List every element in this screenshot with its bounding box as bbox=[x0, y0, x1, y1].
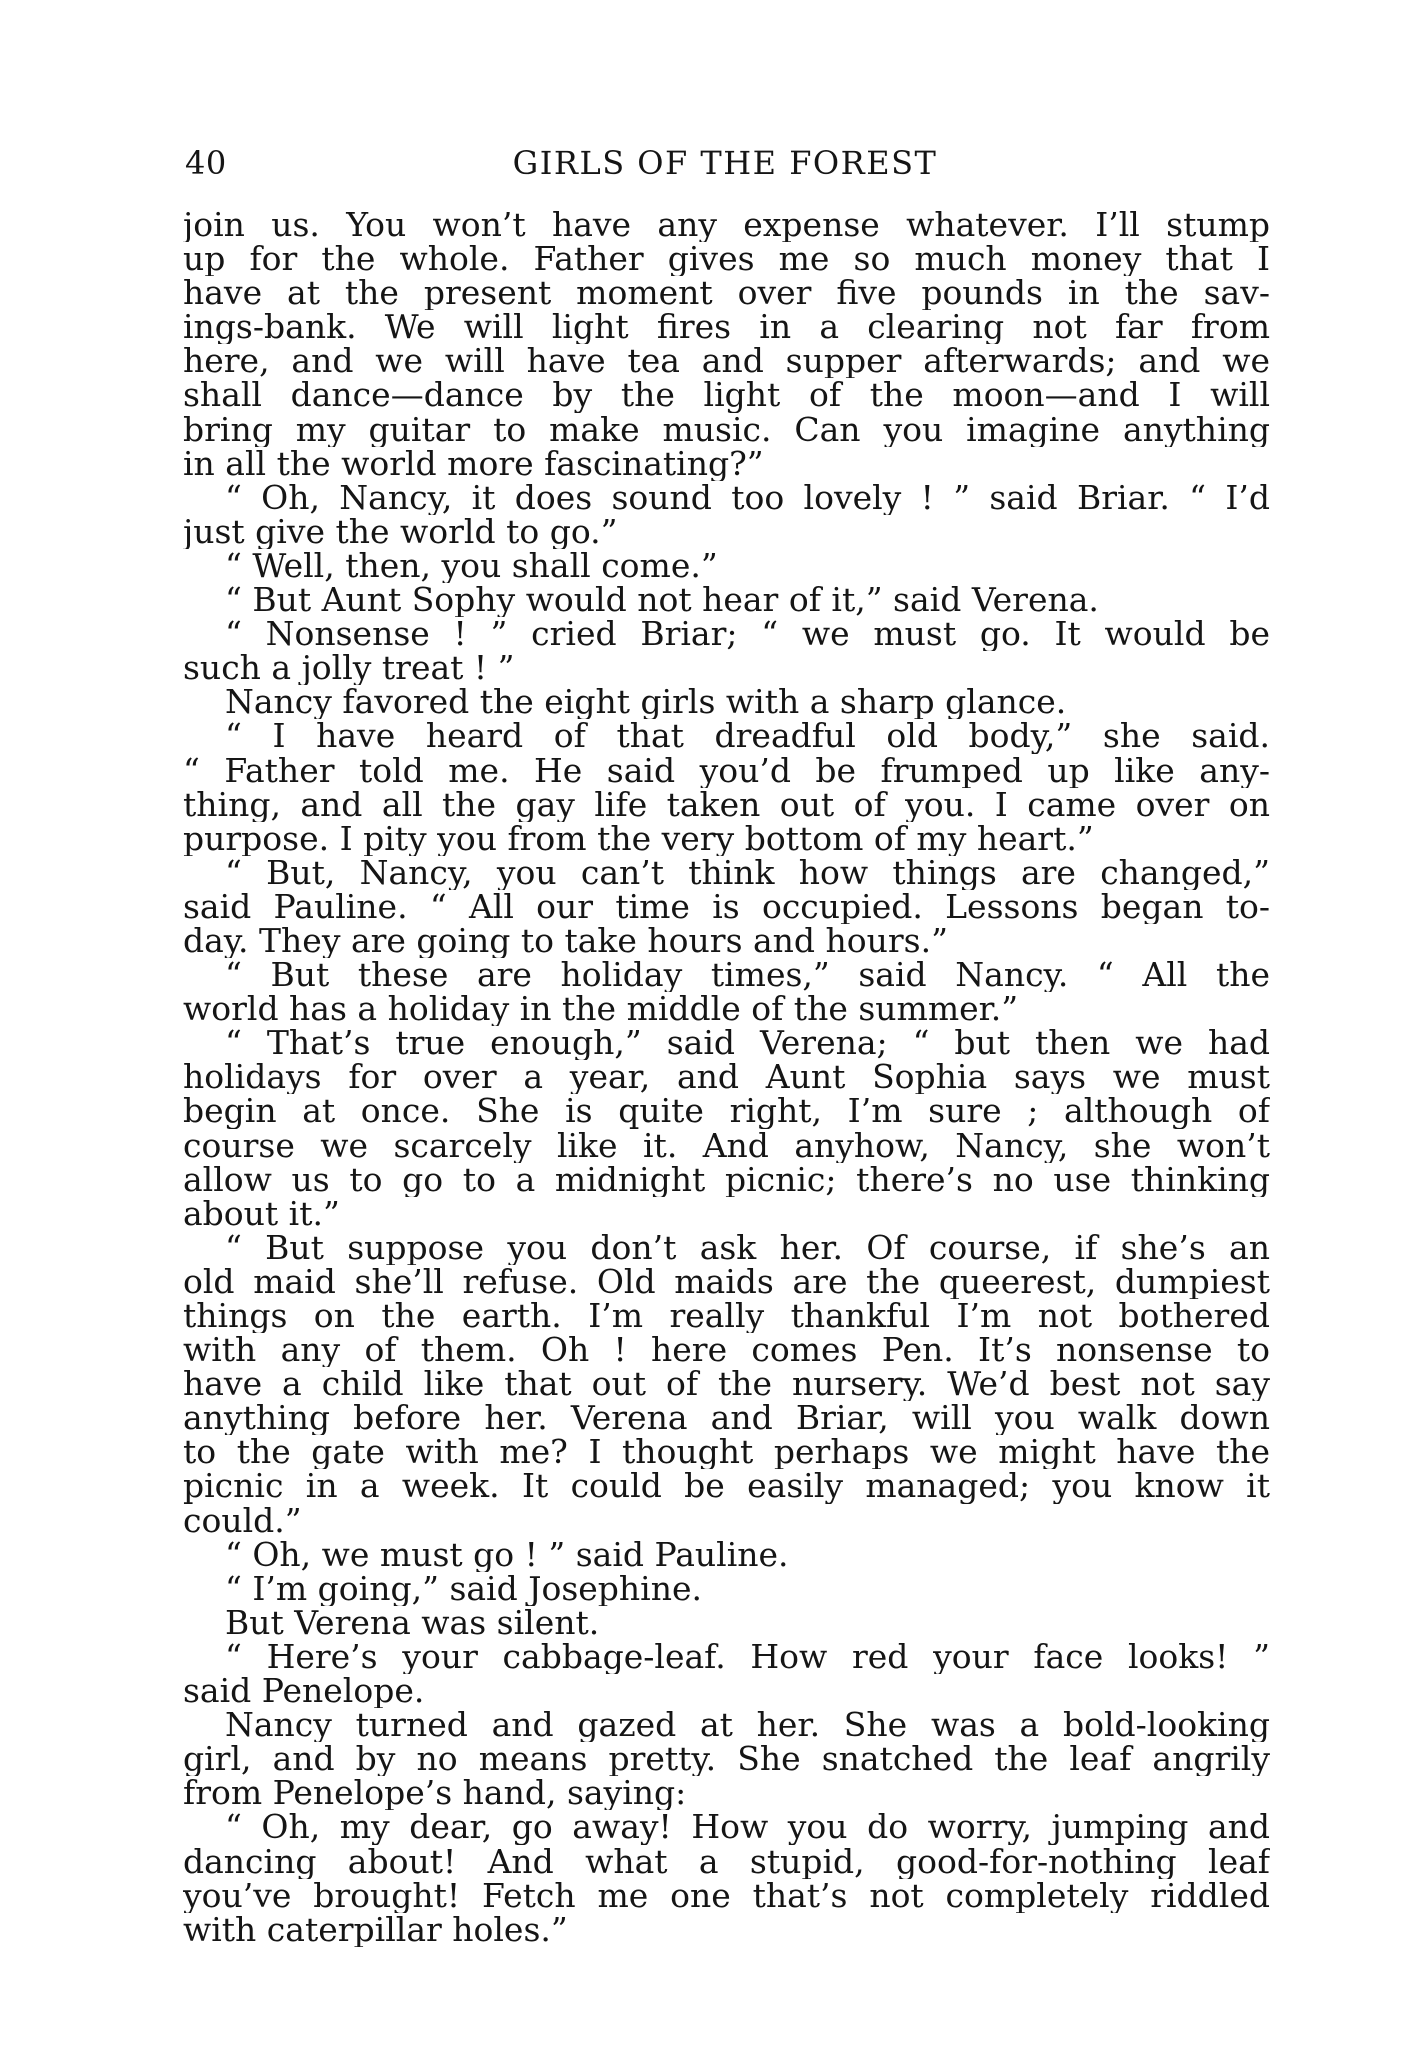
text-line: “ Here’s your cabbage-leaf. How red your face looks! ” bbox=[225, 1639, 1270, 1675]
text-line: “ I’m going,” said Josephine. bbox=[225, 1571, 702, 1606]
text-line: “ But suppose you don’t ask her. Of course, if she’s an bbox=[225, 1230, 1270, 1265]
text-line: allow us to go to a midnight picnic; there’s no use thinking bbox=[183, 1162, 1270, 1197]
text-line: up for the whole. Father gives me so much money that I bbox=[183, 242, 1270, 277]
text-line: “ Nonsense ! ” cried Briar; “ we must go. It would be bbox=[225, 617, 1270, 652]
text-line: ings-bank. We will light fires in a clearing not far from bbox=[183, 310, 1270, 345]
text-line: just give the world to go.” bbox=[183, 514, 618, 549]
text-line: here, and we will have tea and supper afterwards; and we bbox=[183, 344, 1270, 379]
text-line: “ Oh, Nancy, it does sound too lovely ! ” said Briar. “ I’d bbox=[225, 480, 1270, 515]
text-line: have at the present moment over five pounds in the sav- bbox=[183, 276, 1270, 311]
text-line: join us. You won’t have any expense whatever. I’ll stump bbox=[183, 208, 1270, 243]
text-line: such a jolly treat ! ” bbox=[183, 651, 515, 686]
text-line: girl, and by no means pretty. She snatched the leaf angrily bbox=[183, 1742, 1270, 1777]
text-line: holidays for over a year, and Aunt Sophia says we must bbox=[183, 1060, 1270, 1095]
text-line: said Pauline. “ All our time is occupied. Lessons began to- bbox=[183, 889, 1270, 924]
text-line: anything before her. Verena and Briar, will you walk down bbox=[183, 1401, 1270, 1436]
text-line: course we scarcely like it. And anyhow, Nancy, she won’t bbox=[183, 1128, 1270, 1163]
text-line: “ But Aunt Sophy would not hear of it,” said Verena. bbox=[225, 583, 1099, 618]
text-line: could.” bbox=[183, 1503, 302, 1538]
text-line: “ Oh, we must go ! ” said Pauline. bbox=[225, 1537, 789, 1572]
text-line: bring my guitar to make music. Can you imagine anything bbox=[183, 412, 1270, 447]
text-line: world has a holiday in the middle of the summer.” bbox=[183, 992, 1019, 1027]
text-line: “ But these are holiday times,” said Nancy. “ All the bbox=[225, 958, 1270, 993]
text-line: Nancy turned and gazed at her. She was a bold-looking bbox=[225, 1708, 1270, 1743]
text-line: to the gate with me? I thought perhaps we might have the bbox=[183, 1435, 1270, 1470]
page-header bbox=[185, 142, 1265, 184]
text-line: But Verena was silent. bbox=[225, 1605, 600, 1640]
text-line: things on the earth. I’m really thankful I’m not bothered bbox=[183, 1299, 1270, 1334]
text-line: you’ve brought! Fetch me one that’s not completely riddled bbox=[183, 1878, 1270, 1913]
page-number: 40 bbox=[185, 144, 227, 182]
running-title: GIRLS OF THE FOREST bbox=[512, 144, 938, 182]
text-line: in all the world more fascinating?” bbox=[183, 446, 764, 481]
text-line: from Penelope’s hand, saying: bbox=[183, 1776, 687, 1811]
text-line: “ That’s true enough,” said Verena; “ but then we had bbox=[225, 1026, 1270, 1061]
text-line: shall dance—dance by the light of the moon—and I will bbox=[183, 378, 1270, 413]
text-line: day. They are going to take hours and hours.” bbox=[183, 923, 948, 959]
text-line: “ Father told me. He said you’d be frumped up like any- bbox=[183, 753, 1270, 788]
text-line: “ Oh, my dear, go away! How you do worry, jumping and bbox=[225, 1810, 1270, 1845]
text-line: purpose. I pity you from the very bottom of my heart.” bbox=[183, 821, 1094, 856]
text-line: old maid she’ll refuse. Old maids are the queerest, dumpiest bbox=[183, 1264, 1270, 1299]
text-line: about it.” bbox=[183, 1196, 340, 1231]
text-line: picnic in a week. It could be easily managed; you know it bbox=[183, 1469, 1270, 1504]
text-line: “ Well, then, you shall come.” bbox=[225, 548, 718, 584]
text-line: have a child like that out of the nursery. We’d best not say bbox=[183, 1367, 1270, 1402]
text-line: with caterpillar holes.” bbox=[183, 1912, 568, 1947]
text-line: with any of them. Oh ! here comes Pen. It’s nonsense to bbox=[183, 1333, 1270, 1368]
text-line: “ I have heard of that dreadful old body,” she said. bbox=[225, 719, 1270, 754]
text-line: begin at once. She is quite right, I’m sure ; although of bbox=[183, 1094, 1270, 1129]
text-line: thing, and all the gay life taken out of you. I came over on bbox=[183, 787, 1270, 822]
text-line: dancing about! And what a stupid, good-for-nothing leaf bbox=[183, 1844, 1270, 1879]
text-line: “ But, Nancy, you can’t think how things are changed,” bbox=[225, 855, 1270, 890]
body-text bbox=[183, 208, 1270, 1947]
text-line: Nancy favored the eight girls with a sharp glance. bbox=[225, 685, 1067, 720]
text-line: said Penelope. bbox=[183, 1674, 425, 1709]
